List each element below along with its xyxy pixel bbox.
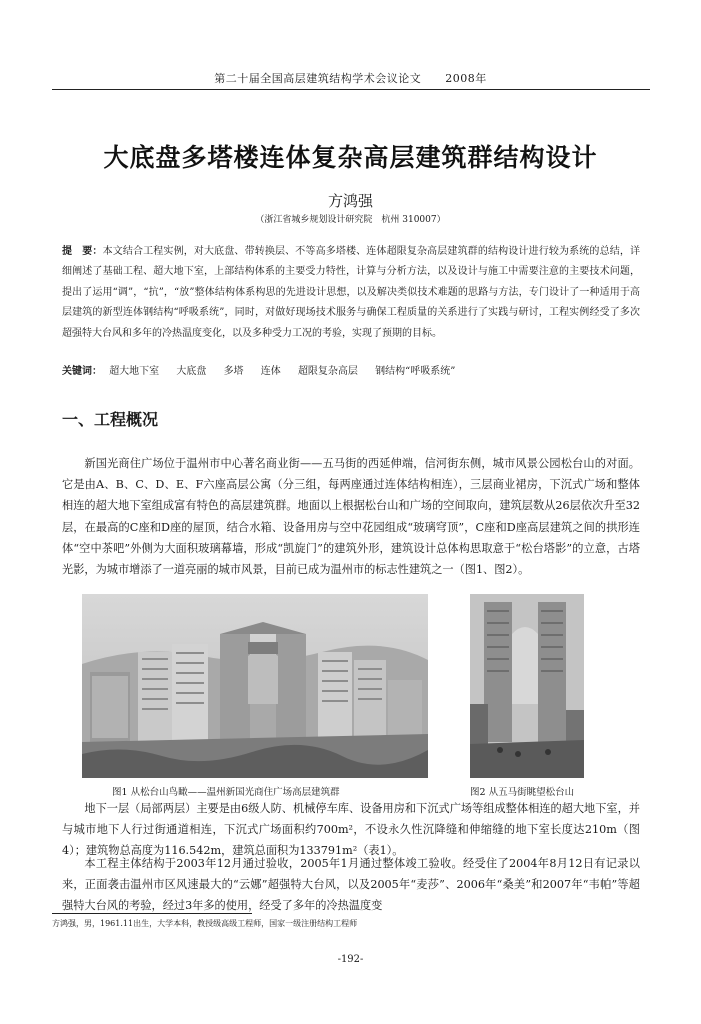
figure-2-caption: 图2 从五马街眺望松台山 [470,787,575,798]
conference-year: 2008年 [445,72,487,85]
abstract-label: 提 要： [62,246,103,257]
header-rule [52,89,650,90]
figure-2-illustration [470,594,584,778]
running-header [0,70,701,86]
figure-1-illustration [82,594,428,778]
figure-1-caption: 图1 从松台山鸟瞰——温州新国光商住广场高层建筑群 [112,787,340,798]
keyword: 超大地下室 [109,366,160,377]
keywords-label: 关键词： [62,366,102,377]
paper-title: 大底盘多塔楼连体复杂高层建筑群结构设计 [103,143,598,172]
author-footnote: 方鸿强，男，1961.11出生，大学本科，教授级高级工程师，国家一级注册结构工程师 [52,919,358,928]
footnote-rule [52,913,252,914]
keyword: 连体 [260,366,281,377]
page-number: -192- [337,954,364,965]
keyword: 大底盘 [176,366,207,377]
keyword: 钢结构“呼吸系统” [375,366,456,377]
abstract-text: 本文结合工程实例，对大底盘、带转换层、不等高多塔楼、连体超限复杂高层建筑群的结构设计进行较为系统的总结，详细阐述了基础工程、超大地下室，上部结构体系的主要受力特性，计算与分析方法，以及设计与施工中需要注意的主要技术问题，提出了运用“调”，“抗”，“放”整体结构体系构思的先进设计思想，以及解决类似技术难题的思路与方法，专门设计了一种适用于高层建筑的新型连体钢结构“呼吸系统”，同时，对做好现场技术服务与确保工程质量的关系进行了实践与研讨，工程实例经受了多次超强特大台风和多年的冷热温度变化，以及多种受力工况的考验，实现了预期的目标。 [62,246,641,339]
body-paragraph-1: 新国光商住广场位于温州市中心著名商业街——五马街的西延伸端，信河街东侧，城市风景公园松台山的对面。它是由A、B、C、D、E、F六座高层公寓（分三组，每两座通过连体结构相连），三层商业裙房，下沉式广场和整体相连的超大地下室组成富有特色的高层建筑群。地面以上根据松台山和广场的空间取向，建筑层数从26层依次升至32层，在最高的C座和D座的屋顶，结合水箱、设备用房与空中花园组成“玻璃穹顶”，C座和D座高层建筑之间的拱形连体“空中茶吧”外侧为大面积玻璃幕墙，形成“凯旋门”的建筑外形，建筑设计总体构思取意于“松台塔影”的立意，古塔光影，为城市增添了一道亮丽的城市风景，目前已成为温州市的标志性建筑之一（图1、图2）。 [62,457,640,577]
author-name: 方鸿强 [327,192,373,210]
body-paragraph-2: 地下一层（局部两层）主要是由6级人防、机械停车库、设备用房和下沉式广场等组成整体相连的超大地下室，并与城市地下人行过街通道相连，下沉式广场面积约700m²，不设永久性沉降缝和伸缩缝的地下室长度达210m（图4）；建筑物总高度为116.542m，建筑总面积为133791m²（表1）。 [62,802,640,858]
keyword: 超限复杂高层 [297,366,358,377]
body-paragraph-3: 本工程主体结构于2003年12月通过验收，2005年1月通过整体竣工验收。经受住了2004年8月12日有记录以来，正面袭击温州市区风速最大的“云娜”超强特大台风，以及2005年“麦莎”、2006年“桑美”和2007年“韦帕”等超强特大台风的考验，经过3年多的使用，经受了多年的冷热温度变 [62,857,640,913]
keyword: 多塔 [223,366,244,377]
figure-2-photo [470,594,584,778]
keywords [62,362,640,377]
section-heading: 一、工程概况 [62,410,159,429]
figure-1-photo [82,594,428,778]
conference-name: 第二十届全国高层建筑结构学术会议论文 [214,72,422,85]
affiliation: （浙江省城乡规划设计研究院 杭州 310007） [255,215,446,225]
abstract [62,242,640,344]
